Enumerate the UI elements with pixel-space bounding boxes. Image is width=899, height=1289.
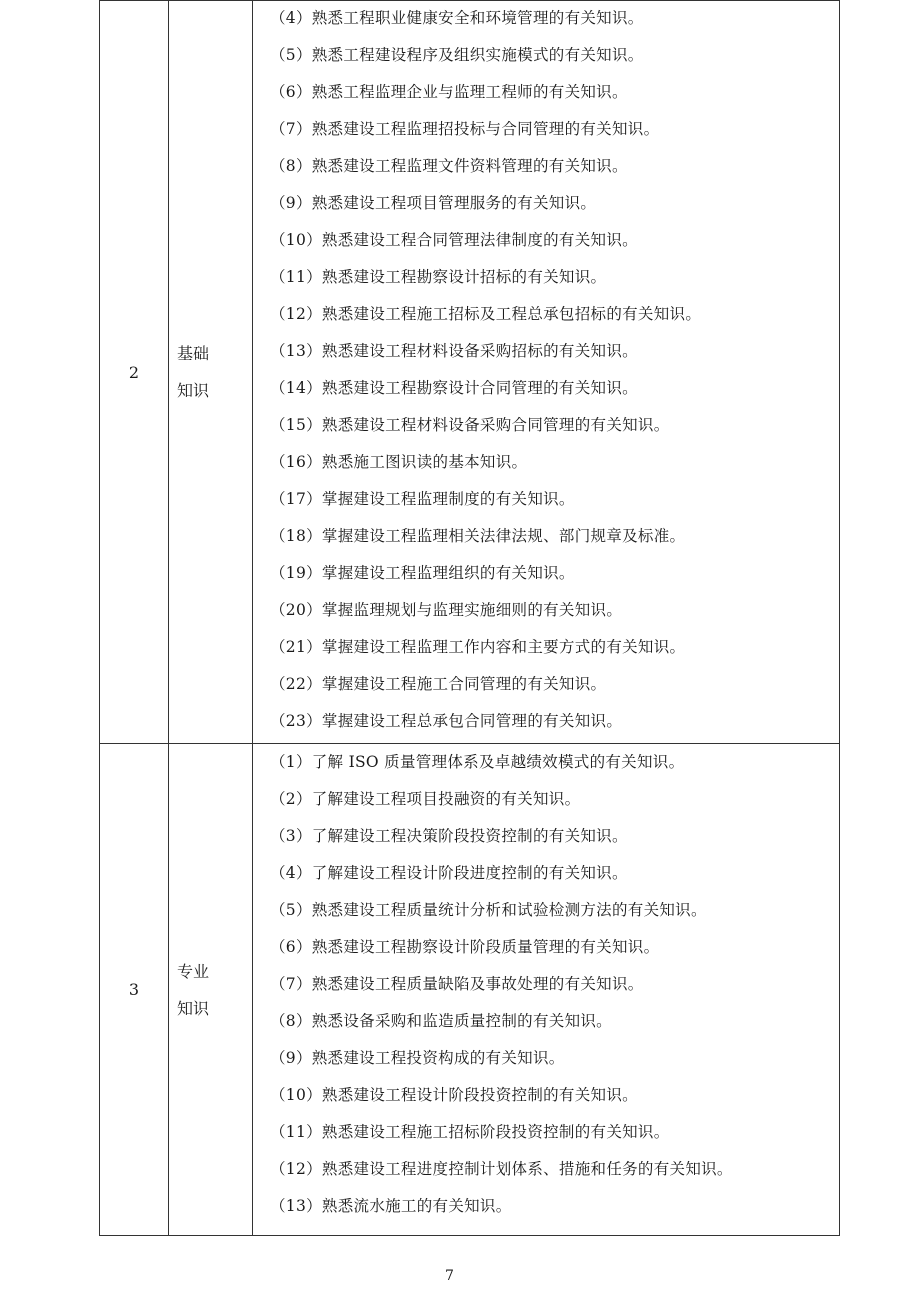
list-item: （2）了解建设工程项目投融资的有关知识。	[270, 790, 581, 808]
section-number: 2	[100, 1, 169, 744]
category-line-1: 基础	[177, 344, 210, 363]
category-line-2: 知识	[177, 381, 210, 400]
syllabus-table	[99, 0, 840, 1236]
list-item: （16）熟悉施工图识读的基本知识。	[270, 453, 528, 471]
category-line-1: 专业	[177, 961, 210, 981]
list-item: （5）熟悉工程建设程序及组织实施模式的有关知识。	[270, 46, 644, 64]
list-item: （12）熟悉建设工程进度控制计划体系、措施和任务的有关知识。	[270, 1160, 733, 1178]
table-row-section-2	[100, 1, 840, 744]
list-item: （8）熟悉建设工程监理文件资料管理的有关知识。	[270, 157, 628, 175]
list-item: （19）掌握建设工程监理组织的有关知识。	[270, 564, 575, 582]
list-item: （23）掌握建设工程总承包合同管理的有关知识。	[270, 712, 623, 730]
list-item: （18）掌握建设工程监理相关法律法规、部门规章及标准。	[270, 527, 686, 545]
page-number: 7	[445, 1268, 454, 1284]
list-item: （5）熟悉建设工程质量统计分析和试验检测方法的有关知识。	[270, 901, 707, 919]
section-category	[169, 1, 253, 744]
list-item: （11）熟悉建设工程勘察设计招标的有关知识。	[270, 268, 607, 286]
list-item: （15）熟悉建设工程材料设备采购合同管理的有关知识。	[270, 416, 670, 434]
list-item: （6）熟悉建设工程勘察设计阶段质量管理的有关知识。	[270, 938, 660, 956]
list-item: （12）熟悉建设工程施工招标及工程总承包招标的有关知识。	[270, 305, 702, 323]
section-number: 3	[100, 744, 169, 1236]
list-item: （1）了解 ISO 质量管理体系及卓越绩效模式的有关知识。	[270, 753, 685, 771]
list-item: （10）熟悉建设工程合同管理法律制度的有关知识。	[270, 231, 638, 249]
section-items	[253, 744, 840, 1236]
list-item: （9）熟悉建设工程投资构成的有关知识。	[270, 1049, 565, 1067]
list-item: （13）熟悉建设工程材料设备采购招标的有关知识。	[270, 342, 638, 360]
list-item: （3）了解建设工程决策阶段投资控制的有关知识。	[270, 827, 628, 845]
list-item: （14）熟悉建设工程勘察设计合同管理的有关知识。	[270, 379, 638, 397]
section-items	[253, 1, 840, 744]
list-item: （7）熟悉建设工程质量缺陷及事故处理的有关知识。	[270, 975, 644, 993]
list-item: （13）熟悉流水施工的有关知识。	[270, 1197, 512, 1215]
category-line-2: 知识	[177, 998, 210, 1018]
list-item: （9）熟悉建设工程项目管理服务的有关知识。	[270, 194, 597, 212]
table-row-section-3	[100, 744, 840, 1236]
list-item: （17）掌握建设工程监理制度的有关知识。	[270, 490, 575, 508]
list-item: （10）熟悉建设工程设计阶段投资控制的有关知识。	[270, 1086, 638, 1104]
list-item: （8）熟悉设备采购和监造质量控制的有关知识。	[270, 1012, 612, 1030]
list-item: （6）熟悉工程监理企业与监理工程师的有关知识。	[270, 83, 628, 101]
list-item: （22）掌握建设工程施工合同管理的有关知识。	[270, 675, 607, 693]
list-item: （7）熟悉建设工程监理招投标与合同管理的有关知识。	[270, 120, 660, 138]
list-item: （11）熟悉建设工程施工招标阶段投资控制的有关知识。	[270, 1123, 670, 1141]
list-item: （21）掌握建设工程监理工作内容和主要方式的有关知识。	[270, 638, 686, 656]
list-item: （4）了解建设工程设计阶段进度控制的有关知识。	[270, 864, 628, 882]
section-category	[169, 744, 253, 1236]
list-item: （20）掌握监理规划与监理实施细则的有关知识。	[270, 601, 623, 619]
list-item: （4）熟悉工程职业健康安全和环境管理的有关知识。	[270, 9, 644, 27]
